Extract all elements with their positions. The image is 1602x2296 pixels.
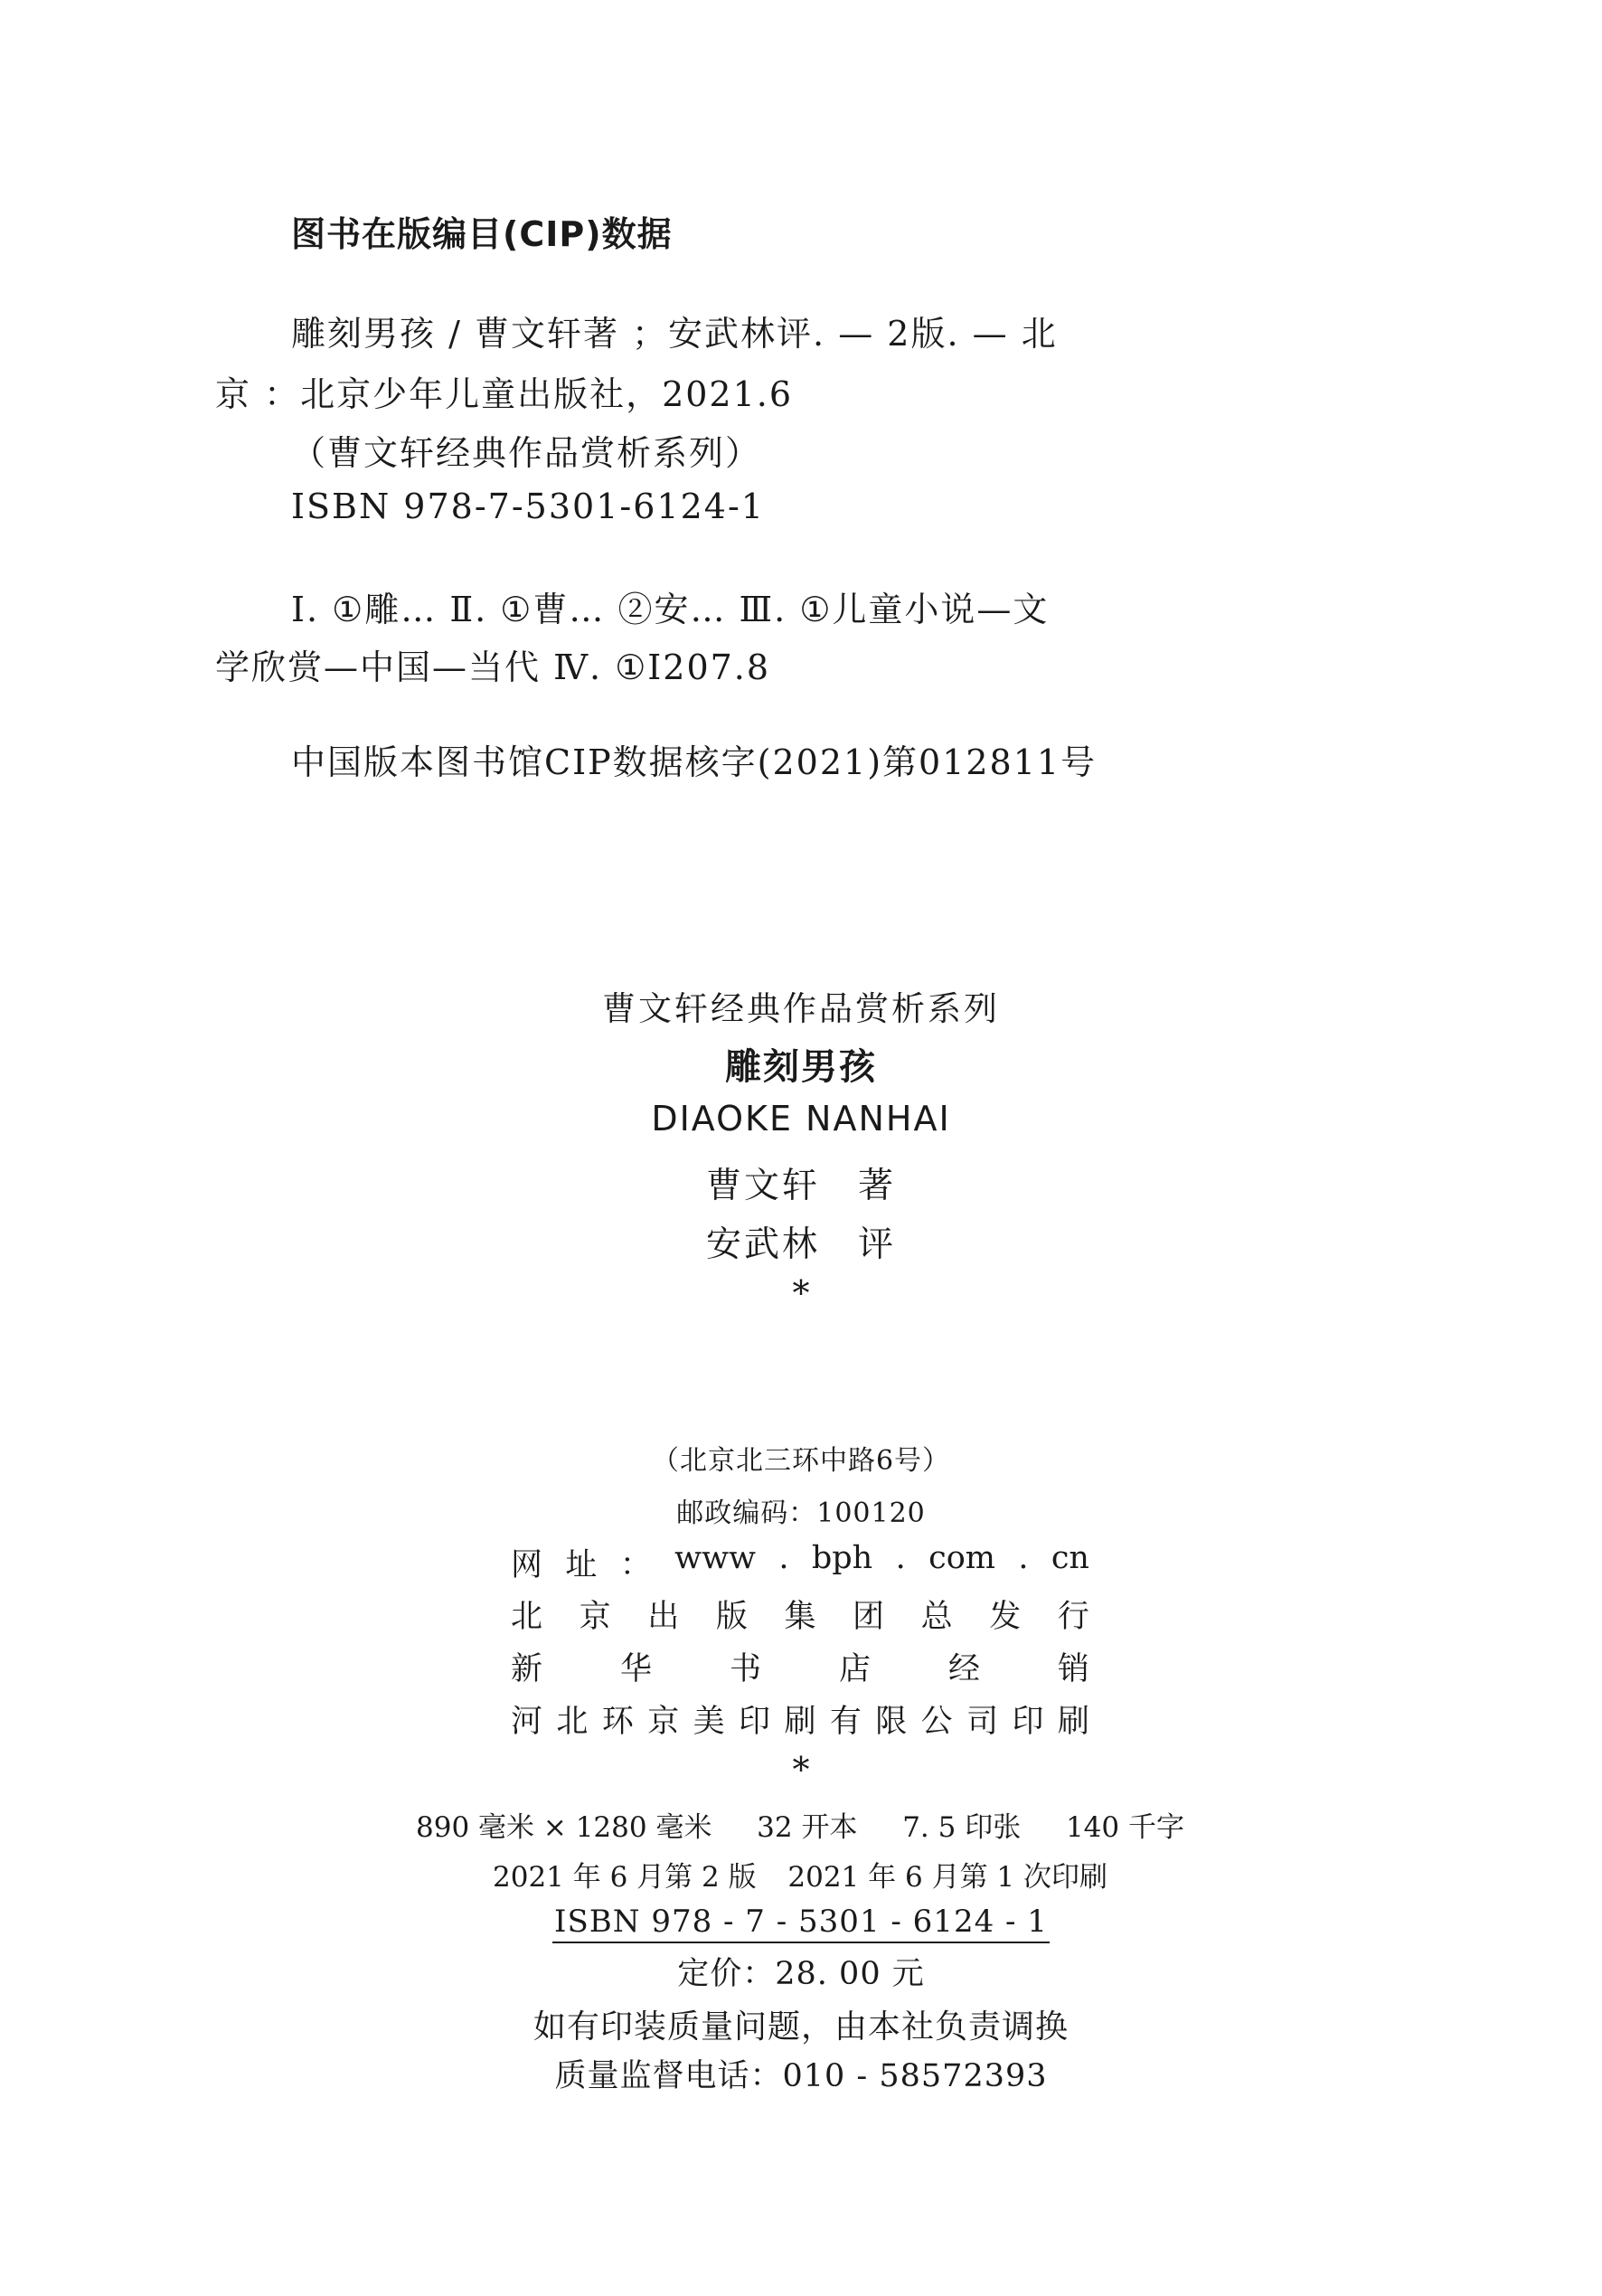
cip-record-number: 中国版本图书馆CIP数据核字(2021)第012811号 [291, 742, 1098, 782]
book-title-pinyin: DIAOKE NANHAI [651, 1099, 951, 1139]
isbn-line [0, 1904, 1602, 1940]
cip-line-1: 雕刻男孩 / 曹文轩著 ；安武林评. — 2版. — 北 [291, 314, 1058, 354]
distributor-char: 经 [947, 1651, 980, 1687]
website-line [511, 1540, 1089, 1585]
publisher-address: （北京北三环中路6号） [651, 1445, 951, 1477]
printing-info: 2021 年 6 月第 1 次印刷 [787, 1861, 1107, 1894]
series-name: 曹文轩经典作品赏析系列 [602, 989, 1000, 1028]
edition-info: 2021 年 6 月第 2 版 [493, 1861, 757, 1894]
spec-wordcount: 140 千字 [1065, 1811, 1184, 1844]
distributor-char: 书 [729, 1651, 761, 1687]
printer-char: 刷 [784, 1704, 816, 1740]
printer-char: 京 [647, 1704, 680, 1740]
cip-line-5: Ⅰ. ①雕… Ⅱ. ①曹… ②安… Ⅲ. ①儿童小说—文 [291, 590, 1050, 629]
website-char: . [895, 1540, 906, 1576]
editions-line [493, 1854, 1107, 1894]
publisher-char: 北 [511, 1599, 543, 1635]
cip-isbn: ISBN 978-7-5301-6124-1 [291, 487, 765, 526]
quality-notice: 如有印装质量问题，由本社负责调换 [532, 2008, 1069, 2046]
website-char: 网 [511, 1547, 543, 1583]
printer-char: 河 [511, 1704, 543, 1740]
printer-char: 环 [601, 1704, 634, 1740]
website-char: cn [1051, 1540, 1089, 1576]
publisher-char: 版 [715, 1599, 748, 1635]
website-char: . [778, 1540, 789, 1576]
printer-char: 北 [556, 1704, 589, 1740]
spec-sheets: 7. 5 印张 [902, 1811, 1022, 1844]
publisher-char: 集 [784, 1599, 816, 1635]
author-credit: 曹文轩 著 [705, 1166, 896, 1206]
website-char: 址 [565, 1547, 598, 1583]
printer-char: 印 [739, 1704, 771, 1740]
printer-line [511, 1696, 1089, 1742]
printer-char: 刷 [1057, 1704, 1089, 1740]
book-title: 雕刻男孩 [725, 1046, 877, 1088]
critic-credit: 安武林 评 [705, 1224, 896, 1265]
publisher-char: 总 [920, 1599, 953, 1635]
isbn-number: ISBN 978 - 7 - 5301 - 6124 - 1 [552, 1904, 1050, 1943]
cip-title: 图书在版编目(CIP)数据 [291, 214, 673, 254]
specs-line [416, 1804, 1184, 1845]
website-char: www [674, 1540, 757, 1576]
separator-star: * [792, 1273, 810, 1313]
publisher-line [511, 1592, 1089, 1637]
website-char: . [1018, 1540, 1029, 1576]
cip-line-2: 京 ：北京少年儿童出版社，2021.6 [215, 374, 794, 414]
price: 定价：28. 00 元 [677, 1956, 925, 1992]
cip-line-3: （曹文轩经典作品赏析系列） [291, 433, 762, 473]
postcode: 邮政编码：100120 [676, 1498, 926, 1529]
website-char: bph [811, 1540, 873, 1576]
publisher-char: 京 [579, 1599, 611, 1635]
separator-star: * [792, 1750, 810, 1790]
quality-phone: 质量监督电话：010 - 58572393 [554, 2058, 1048, 2094]
cip-line-6: 学欣赏—中国—当代 Ⅳ. ①I207.8 [215, 647, 771, 687]
printer-char: 美 [693, 1704, 725, 1740]
distributor-char: 华 [619, 1651, 652, 1687]
printer-char: 限 [875, 1704, 908, 1740]
spec-format: 32 开本 [757, 1811, 858, 1844]
printer-char: 有 [829, 1704, 862, 1740]
publisher-char: 团 [853, 1599, 885, 1635]
spec-size: 890 毫米 × 1280 毫米 [416, 1811, 712, 1844]
website-char: ： [619, 1547, 652, 1583]
publisher-char: 行 [1057, 1599, 1089, 1635]
printer-char: 公 [920, 1704, 953, 1740]
printer-char: 司 [966, 1704, 999, 1740]
distributor-char: 新 [511, 1651, 543, 1687]
publisher-char: 出 [647, 1599, 680, 1635]
distributor-char: 店 [838, 1651, 871, 1687]
publisher-char: 发 [989, 1599, 1022, 1635]
printer-char: 印 [1012, 1704, 1044, 1740]
distributor-char: 销 [1057, 1651, 1089, 1687]
distributor-line [511, 1644, 1089, 1689]
website-char: com [928, 1540, 995, 1576]
